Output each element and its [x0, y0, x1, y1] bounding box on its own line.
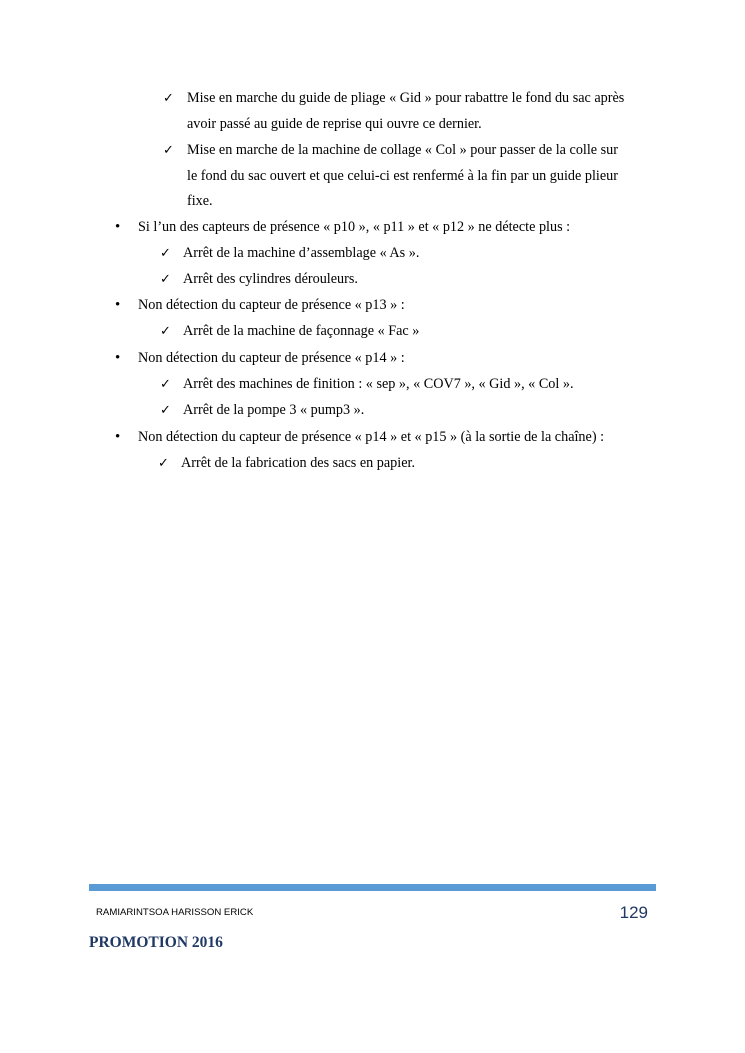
list-item-gid-line2: avoir passé au guide de reprise qui ouvre ce dernier.	[187, 116, 482, 132]
list-item-col-line3: fixe.	[187, 193, 213, 209]
bullet-2-subitem-1: Arrêt de la machine de façonnage « Fac »	[183, 323, 420, 339]
bullet-dot-icon: •	[115, 297, 121, 313]
bullet-1-subitem-2: Arrêt des cylindres dérouleurs.	[183, 271, 358, 287]
bullet-4-subitem-1: Arrêt de la fabrication des sacs en papier.	[181, 455, 415, 471]
bullet-item-4: Non détection du capteur de présence « p14 » et « p15 » (à la sortie de la chaîne) :	[138, 429, 605, 445]
bullet-item-1: Si l’un des capteurs de présence « p10 », « p11 » et « p12 » ne détecte plus :	[138, 219, 571, 235]
bullet-3-subitem-2: Arrêt de la pompe 3 « pump3 ».	[183, 402, 365, 418]
bullet-3-subitem-1: Arrêt des machines de finition : « sep », « COV7 », « Gid », « Col ».	[183, 376, 574, 392]
list-item-col-line1: Mise en marche de la machine de collage « Col » pour passer de la colle sur	[187, 142, 618, 158]
bullet-item-3: Non détection du capteur de présence « p14 » :	[138, 350, 405, 366]
checkmark-icon: ✓	[160, 402, 171, 417]
checkmark-icon: ✓	[160, 245, 171, 260]
checkmark-icon: ✓	[160, 271, 171, 286]
page-number: 129	[619, 903, 648, 922]
bullet-dot-icon: •	[115, 219, 121, 235]
bullet-dot-icon: •	[115, 429, 121, 445]
bullet-item-2: Non détection du capteur de présence « p13 » :	[138, 297, 405, 313]
checkmark-icon: ✓	[163, 142, 174, 157]
footer-divider	[89, 884, 656, 891]
footer-promotion: PROMOTION 2016	[89, 934, 223, 951]
checkmark-icon: ✓	[163, 90, 174, 105]
bullet-1-subitem-1: Arrêt de la machine d’assemblage « As ».	[183, 245, 420, 261]
checkmark-icon: ✓	[160, 323, 171, 338]
bullet-dot-icon: •	[115, 350, 121, 366]
list-item-col-line2: le fond du sac ouvert et que celui-ci est renfermé à la fin par un guide plieur	[187, 168, 618, 184]
footer-author: RAMIARINTSOA HARISSON ERICK	[96, 907, 254, 918]
checkmark-icon: ✓	[158, 455, 169, 470]
list-item-gid-line1: Mise en marche du guide de pliage « Gid » pour rabattre le fond du sac après	[187, 90, 625, 106]
checkmark-icon: ✓	[160, 376, 171, 391]
